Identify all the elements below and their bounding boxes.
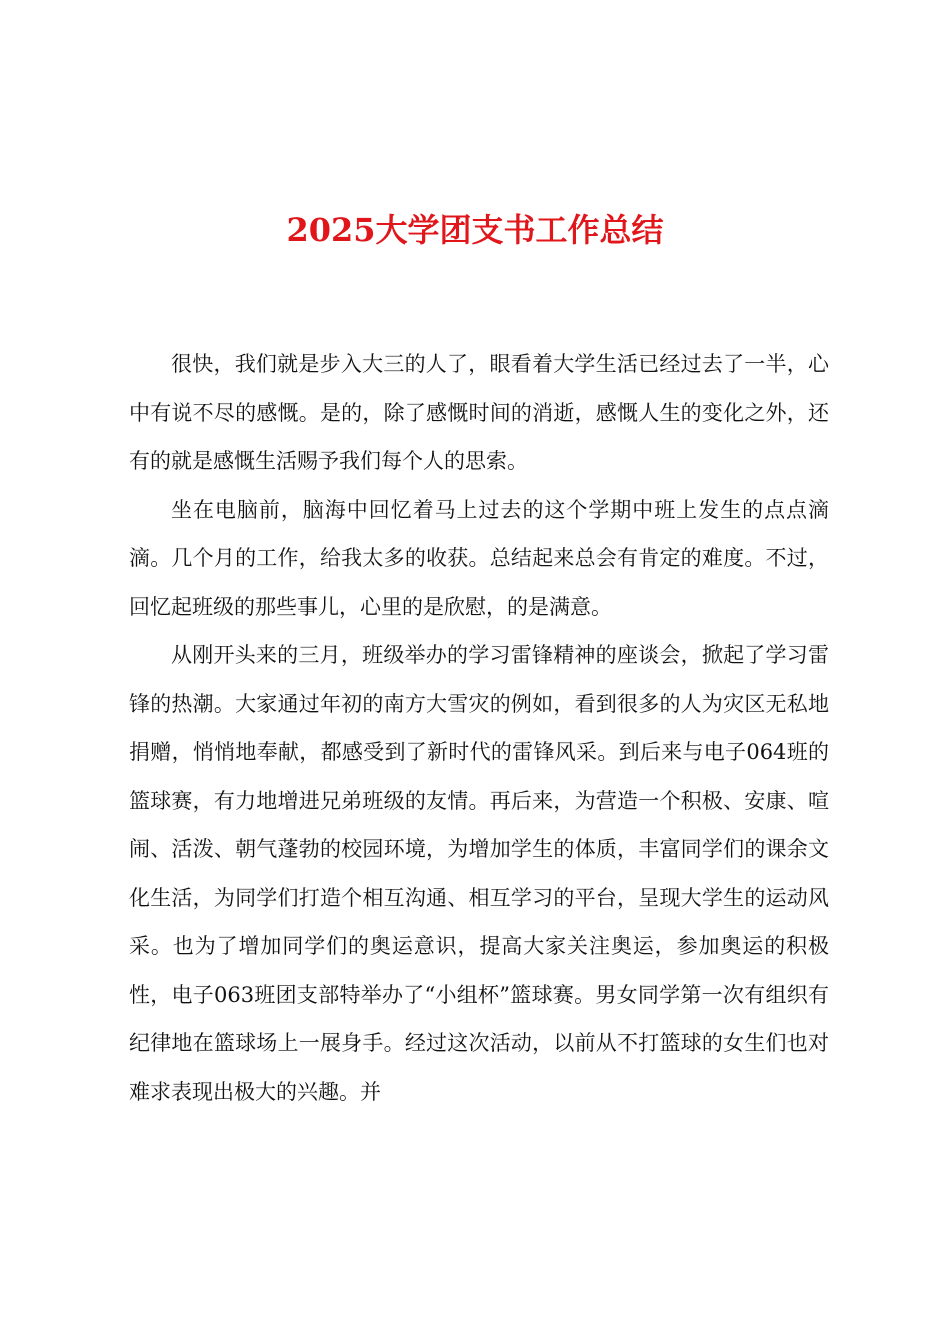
paragraph: 从刚开头来的三月，班级举办的学习雷锋精神的座谈会，掀起了学习雷锋的热潮。大家通过年初的南方大雪灾的例如，看到很多的人为灾区无私地捐赠，悄悄地奉献，都感受到了新时代的雷锋风采。到后来与电子064班的篮球赛，有力地增进兄弟班级的友情。再后来，为营造一个积极、安康、喧闹、活泼、朝气蓬勃的校园环境，为增加学生的体质，丰富同学们的课余文化生活，为同学们打造个相互沟通、相互学习的平台，呈现大学生的运动风采。也为了增加同学们的奥运意识，提高大家关注奥运，参加奥运的积极性，电子063班团支部特举办了“小组杯”篮球赛。男女同学第一次有组织有纪律地在篮球场上一展身手。经过这次活动，以前从不打篮球的女生们也对难求表现出极大的兴趣。并	[129, 643, 829, 1104]
paragraph: 很快，我们就是步入大三的人了，眼看着大学生活已经过去了一半，心中有说不尽的感慨。是的，除了感慨时间的消逝，感慨人生的变化之外，还有的就是感慨生活赐予我们每个人的思索。	[129, 352, 829, 473]
document-body	[129, 340, 829, 1116]
paragraph: 坐在电脑前，脑海中回忆着马上过去的这个学期中班上发生的点点滴滴。几个月的工作，给我太多的收获。总结起来总会有肯定的难度。不过，回忆起班级的那些事儿，心里的是欣慰，的是满意。	[129, 497, 829, 619]
document-title: 2025大学团支书工作总结	[286, 211, 664, 249]
